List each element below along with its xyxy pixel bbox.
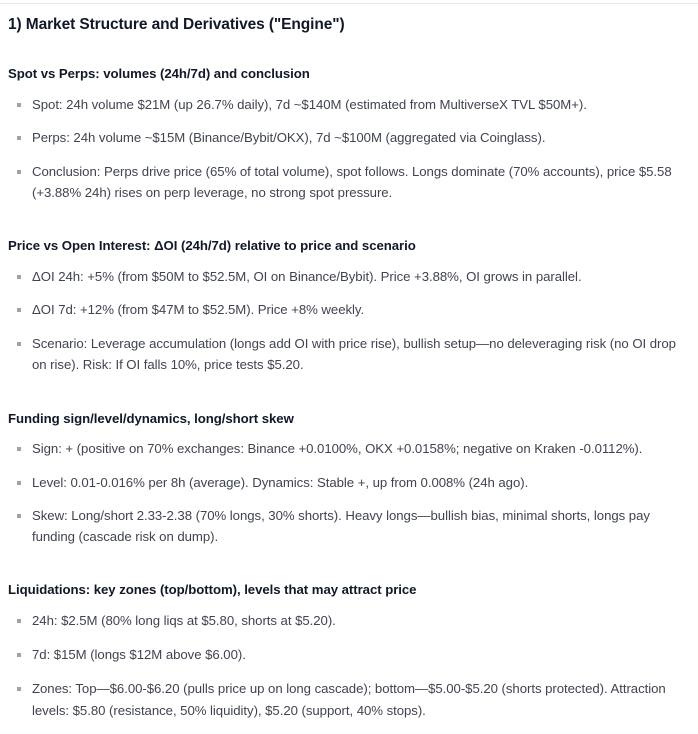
- list-item: ΔOI 7d: +12% (from $47M to $52.5M). Price +8% weekly.: [8, 299, 686, 320]
- bullet-list-price-vs-open-interest: [8, 266, 686, 376]
- list-item: Scenario: Leverage accumulation (longs add OI with price rise), bullish setup—no deleveraging risk (no OI drop on rise). Risk: If OI falls 10%, price tests $5.20.: [8, 333, 686, 376]
- list-item: Level: 0.01-0.016% per 8h (average). Dynamics: Stable +, up from 0.008% (24h ago).: [8, 472, 686, 493]
- list-item: Conclusion: Perps drive price (65% of total volume), spot follows. Longs dominate (70% accounts), price $5.58 (+3.88% 24h) rises on perp leverage, no strong spot pressure.: [8, 161, 686, 204]
- page-title: 1) Market Structure and Derivatives ("Engine"): [8, 16, 345, 33]
- list-item: 24h: $2.5M (80% long liqs at $5.80, shorts at $5.20).: [8, 610, 686, 631]
- list-item: Spot: 24h volume $21M (up 26.7% daily), 7d ~$140M (estimated from MultiverseX TVL $50M+).: [8, 94, 686, 115]
- list-item: Sign: + (positive on 70% exchanges: Binance +0.0100%, OKX +0.0158%; negative on Kraken -0.0112%).: [8, 438, 686, 459]
- list-item: Skew: Long/short 2.33-2.38 (70% longs, 30% shorts). Heavy longs—bullish bias, minimal shorts, longs pay funding (cascade risk on dump).: [8, 505, 686, 548]
- bullet-list-liquidations: [8, 610, 686, 722]
- list-item: 7d: $15M (longs $12M above $6.00).: [8, 644, 686, 665]
- top-divider: [0, 3, 698, 4]
- bullet-list-funding: [8, 438, 686, 548]
- bullet-list-spot-vs-perps: [8, 94, 686, 204]
- list-item: Zones: Top—$6.00-$6.20 (pulls price up on long cascade); bottom—$5.00-$5.20 (shorts protected). Attraction levels: $5.80 (resistance, 50% liquidity), $5.20 (support, 40% stops).: [8, 678, 686, 721]
- list-item: Perps: 24h volume ~$15M (Binance/Bybit/OKX), 7d ~$100M (aggregated via Coinglass).: [8, 127, 686, 148]
- list-item: ΔOI 24h: +5% (from $50M to $52.5M, OI on Binance/Bybit). Price +3.88%, OI grows in parallel.: [8, 266, 686, 287]
- section-heading-price-vs-open-interest: Price vs Open Interest: ΔOI (24h/7d) relative to price and scenario: [8, 238, 416, 254]
- section-heading-liquidations: Liquidations: key zones (top/bottom), levels that may attract price: [8, 581, 417, 597]
- section-heading-spot-vs-perps: Spot vs Perps: volumes (24h/7d) and conclusion: [8, 66, 310, 82]
- section-heading-funding: Funding sign/level/dynamics, long/short skew: [8, 410, 294, 426]
